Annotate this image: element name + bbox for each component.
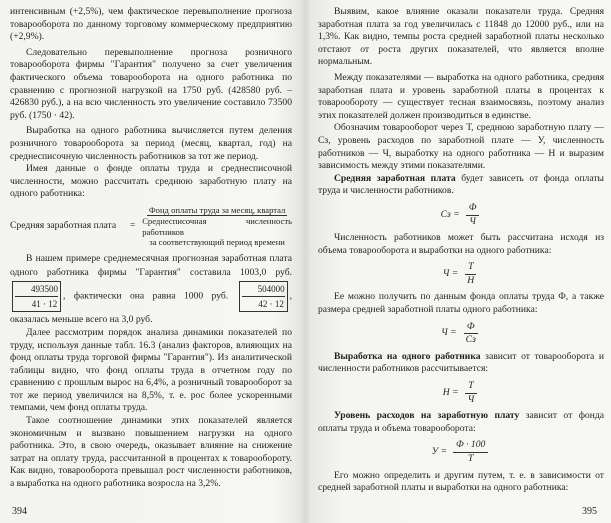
paragraph: Между показателями — выработка на одного работника, средняя заработная плата и уровень заработной платы в процентах к товарообороту — существует тесная взаимосвязь, поэтому анализ этих показателей должен производиться в единстве. [318, 71, 604, 121]
paragraph [318, 173, 604, 198]
paragraph: Выработка на одного работника вычисляется путем деления розничного товарооборота за период (месяц, квартал, год) на среднесписочную численность работников за тот же период. [10, 125, 292, 162]
term-wage-expense-level: Уровень расходов на заработную плату [334, 410, 520, 422]
fraction-forecast [12, 281, 61, 312]
page-number: 394 [12, 506, 27, 517]
equation-lhs: Сз = [440, 208, 460, 220]
equation-fraction [466, 202, 480, 228]
equation-numerator: Ф · 100 [453, 439, 488, 453]
paragraph: Имея данные о фонде оплаты труда и среднесписочной численности, можно рассчитать среднюю заработную плату на одного работника: [10, 163, 292, 200]
paragraph-text: будет зависеть от фонда оплаты труда и численности работников. [318, 172, 604, 197]
average-wage-formula [10, 205, 292, 248]
paragraph-text: зависит от фонда оплаты труда и объема товарооборота: [318, 410, 604, 434]
formula-denominator-line2: за соответствующий период времени [149, 237, 285, 248]
equation-fraction [464, 261, 477, 287]
fraction-forecast-num: 493500 [15, 282, 58, 297]
paragraph: Выявим, какое влияние оказали показатели труда. Средняя заработная плата за год увеличилась с 11848 до 12000 руб., или на 1,3%. Как видно, темпы роста средней заработной платы несколько отстают от роста других показателей, что является вполне нормальным. [318, 6, 604, 68]
equation-numerator: Т [465, 380, 476, 394]
formula-equals: = [129, 220, 136, 232]
equation-fraction [453, 439, 488, 465]
equation-lhs: Ч = [441, 327, 457, 339]
formula-fraction [142, 205, 292, 248]
paragraph: Далее рассмотрим порядок анализа динамики показателей по труду, используя данные табл. 16.3 (анализ факторов, влияющих на фонд оплаты труда торговой фирмы "Гарантия"). Из аналитической таблицы видно, что фонд оплаты труда в отчетном году по сравнению с прошлым вырос на 6,4%, а розничный товарооборот за тот же период увеличился на 8,5%, т. е. рос более ускоренными темпами, чем фонд оплаты труда. [10, 326, 292, 414]
equation-headcount-from-fund [318, 321, 604, 347]
left-text-column [10, 6, 292, 491]
equation-denominator: Н [467, 274, 475, 286]
fraction-actual [239, 281, 288, 312]
paragraph: Численность работников может быть рассчитана исходя из объема товарооборота и выработки на одного работника: [318, 232, 604, 256]
equation-numerator: Ф [464, 321, 478, 335]
paragraph: Его можно определить и другим путем, т. е. в зависимости от средней заработной платы и выработки на одного работника: [318, 469, 604, 494]
term-output-per-worker: Выработка на одного работника [334, 350, 481, 362]
right-text-column [318, 6, 604, 495]
paragraph-text: зависит от товарооборота и численности работников рассчитывается: [318, 350, 604, 375]
example-text-b: , фактически она равна 1000 руб. [63, 290, 229, 302]
equation-fraction [465, 380, 478, 406]
equation-denominator: Т [467, 453, 474, 464]
equation-fraction [463, 321, 479, 347]
paragraph: Следовательно перевыполнение прогноза розничного товарооборота фирмы "Гарантия" получено за счет увеличения фактического объема товарооборота на одного работника по сравнению с прогнозной нагрузкой на 1750 руб. (428580 руб. – 426830 руб.), а на всю численность это увеличение составило 73500 руб. (1750 · 42). [10, 46, 292, 121]
paragraph: интенсивным (+2,5%), чем фактическое перевыполнение прогноза товарооборота по данному торговому коммерческому предприятию (+2,9%). [10, 6, 292, 43]
example-text-a: В нашем примере среднемесячная прогнозная заработная плата одного работника фирмы "Гарантия" составила 1003,0 руб. [10, 252, 292, 278]
equation-wage-expense-level [318, 439, 604, 465]
fraction-actual-num: 504000 [242, 282, 285, 297]
equation-headcount-from-turnover [318, 261, 604, 287]
equation-numerator: Ф [466, 202, 480, 216]
equation-lhs: У = [431, 446, 447, 458]
paragraph: Ее можно получить по данным фонда оплаты труда Ф, а также размера средней заработной платы одного работника: [318, 291, 604, 316]
right-page [310, 0, 611, 523]
equation-denominator: Сз [465, 334, 476, 346]
fraction-forecast-den: 41 · 12 [31, 298, 58, 309]
equation-lhs: Н = [442, 386, 459, 398]
formula-label: Средняя заработная плата [10, 220, 117, 232]
example-text-c: , оказалась меньше всего на 3,0 руб. [10, 290, 292, 325]
left-page [0, 0, 302, 523]
page-number: 395 [582, 506, 597, 517]
formula-denominator-line1: Среднесписочная численность работников [142, 216, 292, 237]
paragraph: Обозначим товарооборот через Т, среднюю заработную плату — Сз, уровень расходов по заработной плате — У, численность работников — Ч, выработку на одного работника — Н и выразим зависимость между этими показателями. [318, 122, 604, 172]
formula-numerator: Фонд оплаты труда за месяц, квартал [148, 204, 286, 215]
equation-denominator: Ч [467, 393, 475, 405]
term-average-wage: Средняя заработная плата [334, 172, 456, 184]
equation-lhs: Ч = [442, 268, 459, 280]
paragraph-example [10, 252, 292, 327]
equation-numerator: Т [465, 261, 476, 275]
fraction-actual-den: 42 · 12 [258, 298, 284, 309]
paragraph: Такое соотношение динамики этих показателей является экономичным и вызвано повышением нагрузки на одного работника. Это, в свою очередь, оказывает влияние на снижение затрат на оплату труда, рассчитанной в процентах к товарообороту. Как видно, товарооборота превышал рост численности работников, а выработка на одного работника возросла на 3,2%. [10, 415, 292, 490]
equation-denominator: Ч [469, 215, 476, 227]
equation-average-wage [318, 202, 604, 228]
equation-output-per-worker [318, 380, 604, 406]
paragraph [318, 410, 604, 435]
paragraph [318, 351, 604, 376]
